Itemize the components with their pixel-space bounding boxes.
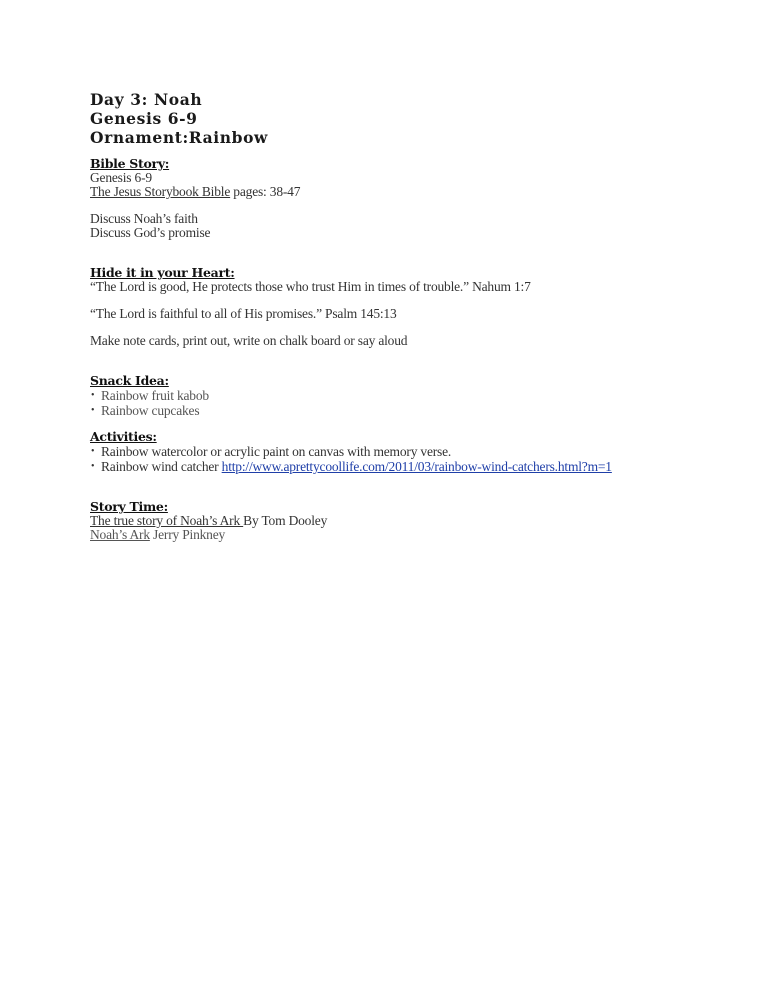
memory-instruction: Make note cards, print out, write on chalk board or say aloud [90,333,408,348]
list-item [90,403,730,418]
list-item [90,444,730,459]
story-book-1 [90,514,730,528]
activities-heading: Activities: [90,429,157,444]
hide-it-section [90,266,730,348]
snack-item: Rainbow fruit kabob [101,388,209,403]
bible-story-book-title: The Jesus Storybook Bible [90,184,231,199]
bullet-icon: • [91,461,95,472]
hide-it-heading: Hide it in your Heart: [90,265,235,280]
story-time-heading: Story Time: [90,499,168,514]
list-item [90,388,730,403]
story-book-1-author: By Tom Dooley [243,513,328,528]
bible-story-section [90,157,730,240]
snack-heading: Snack Idea: [90,373,169,388]
story-book-2-title: Noah’s Ark [90,527,150,542]
discuss-promise: Discuss God’s promise [90,225,211,240]
title-day: Day 3: Noah [90,90,203,109]
verse-psalm: “The Lord is faithful to all of His promises.” Psalm 145:13 [90,306,397,321]
activity-item: Rainbow wind catcher [101,459,222,474]
title-ornament: Ornament:Rainbow [90,128,268,147]
snack-section [90,374,730,418]
story-time-section [90,500,730,542]
discuss-faith: Discuss Noah’s faith [90,211,198,226]
verse-nahum: “The Lord is good, He protects those who trust Him in times of trouble.” Nahum 1:7 [90,279,531,294]
activity-item: Rainbow watercolor or acrylic paint on canvas with memory verse. [101,444,452,459]
bible-story-heading: Bible Story: [90,156,170,171]
document-title [90,90,730,147]
story-book-2 [90,528,730,542]
bible-story-book-pages: pages: 38-47 [230,184,301,199]
bullet-icon: • [91,446,95,457]
story-book-2-author: Jerry Pinkney [149,527,226,542]
story-book-1-title: The true story of Noah’s Ark [90,513,244,528]
title-scripture: Genesis 6-9 [90,109,198,128]
bible-story-book-line [90,185,730,199]
activities-section [90,430,730,474]
bible-story-reference: Genesis 6-9 [90,170,152,185]
list-item [90,459,730,474]
snack-item: Rainbow cupcakes [101,403,200,418]
bullet-icon: • [91,390,95,401]
wind-catcher-link[interactable]: http://www.aprettycoollife.com/2011/03/rainbow-wind-catchers.html?m=1 [221,459,612,474]
document-page [90,90,730,542]
snack-list [90,388,730,418]
activities-list [90,444,730,474]
bullet-icon: • [91,405,95,416]
